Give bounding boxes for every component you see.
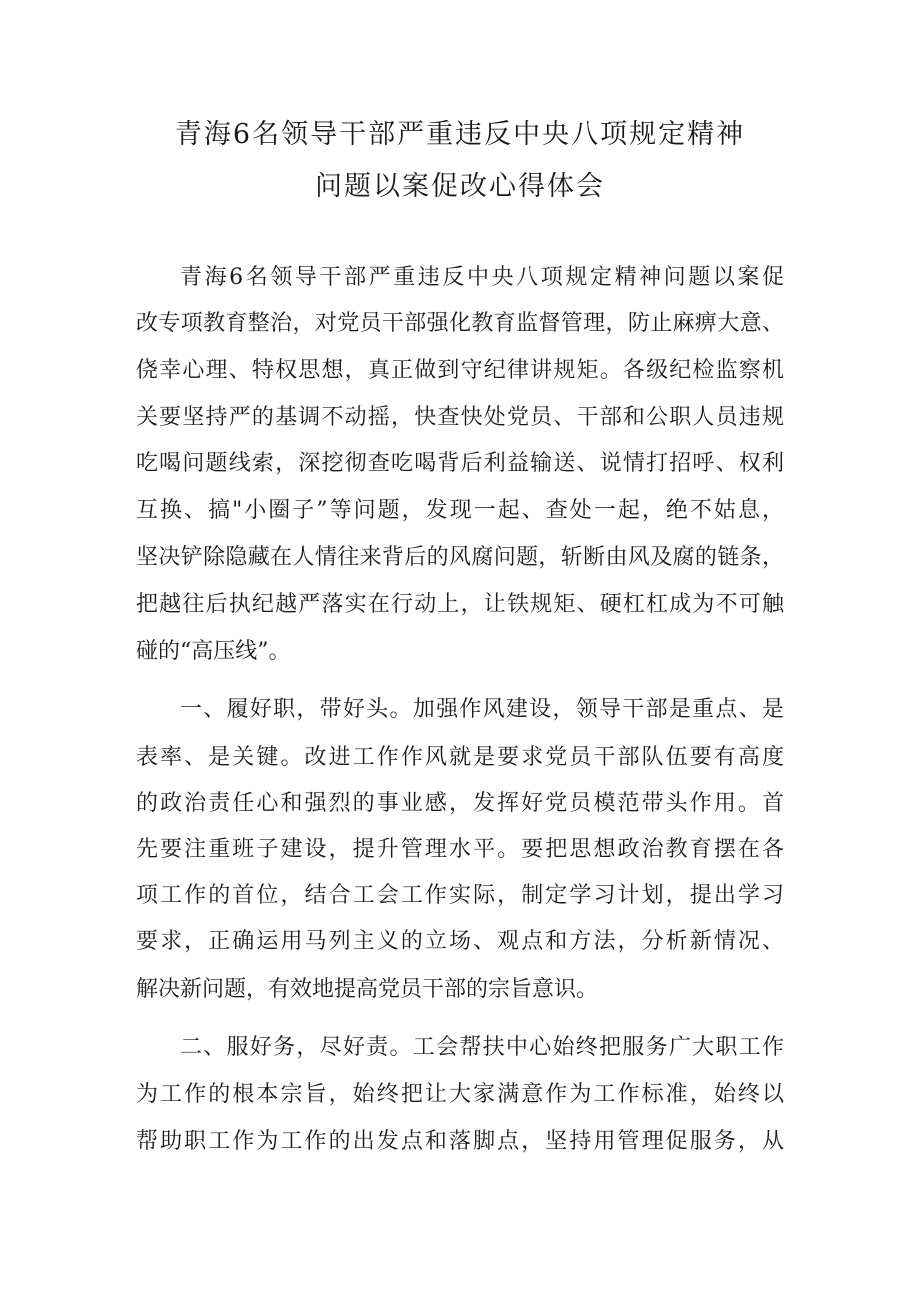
paragraph-line: 为工作的根本宗旨，始终把让大家满意作为工作标准，始终以 xyxy=(136,1082,784,1107)
document-title-line-2: 问题以案促改心得体会 xyxy=(315,171,605,202)
paragraph-line: 先要注重班子建设，提升管理水平。要把思想政治教育摆在各 xyxy=(136,837,784,862)
paragraph-line: 碰的“高压线”。 xyxy=(136,639,291,664)
paragraph-line: 二、服好务，尽好责。工会帮扶中心始终把服务广大职工作 xyxy=(180,1035,784,1060)
paragraph-line: 把越往后执纪越严落实在行动上，让铁规矩、硬杠杠成为不可触 xyxy=(136,592,784,617)
paragraph-line: 互换、搞"小圈子”等问题，发现一起、查处一起，绝不姑息， xyxy=(136,498,784,523)
paragraph-line: 解决新问题，有效地提高党员干部的宗旨意识。 xyxy=(136,977,599,1002)
paragraph-line: 要求，正确运用马列主义的立场、观点和方法，分析新情况、 xyxy=(136,929,784,954)
paragraph-line: 项工作的首位，结合工会工作实际，制定学习计划，提出学习 xyxy=(136,883,784,908)
document-title-line-1: 青海6名领导干部严重违反中央八项规定精神 xyxy=(174,119,746,150)
paragraph-line: 帮助职工作为工作的出发点和落脚点，坚持用管理促服务，从 xyxy=(136,1129,784,1154)
paragraph-line: 青海6名领导干部严重违反中央八项规定精神问题以案促 xyxy=(180,265,784,290)
paragraph-line: 侥幸心理、特权思想，真正做到守纪律讲规矩。各级纪检监察机 xyxy=(136,358,784,383)
paragraph-line: 关要坚持严的基调不动摇，快查快处党员、干部和公职人员违规 xyxy=(136,405,784,430)
paragraph-line: 坚决铲除隐藏在人情往来背后的风腐问题，斩断由风及腐的链条， xyxy=(136,545,784,570)
paragraph-line: 一、履好职，带好头。加强作风建设，领导干部是重点、是 xyxy=(180,697,784,722)
paragraph-line: 表率、是关键。改进工作作风就是要求党员干部队伍要有高度 xyxy=(136,745,784,770)
paragraph-line: 吃喝问题线索，深挖彻查吃喝背后利益输送、说情打招呼、权利 xyxy=(136,451,784,476)
paragraph-line: 的政治责任心和强烈的事业感，发挥好党员模范带头作用。首 xyxy=(136,791,784,816)
paragraph-line: 改专项教育整治，对党员干部强化教育监督管理，防止麻痹大意、 xyxy=(136,311,784,336)
